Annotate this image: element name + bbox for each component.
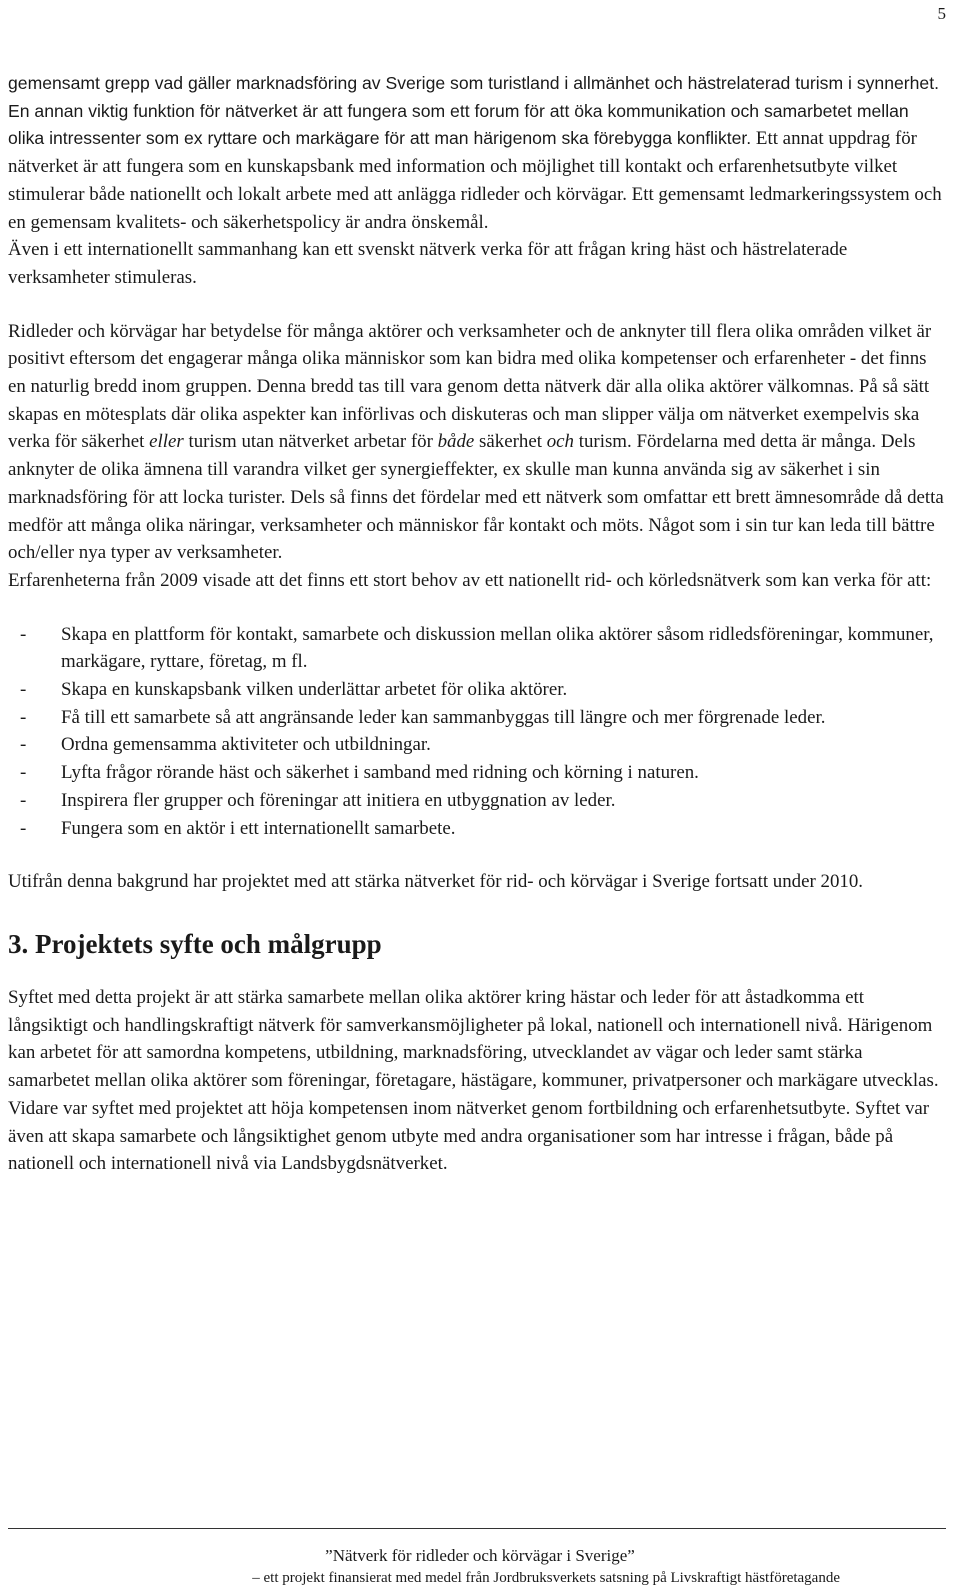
further-purpose-paragraph: Vidare var syftet med projektet att höja kompetensen inom nätverket genom fortbildning och erfarenhetsutbyte. Syftet var även att skapa samarbete och långsiktighet genom utbyte med andra organisationer som har intresse i frågan, både på nationell och internationell nivå via Landsbygdsnätverket.: [8, 1097, 930, 1175]
ridleder-emphasis-bade: både: [437, 431, 475, 453]
ridleder-text-2: turism utan nätverket arbetar för: [183, 431, 438, 453]
document-body: [8, 70, 946, 1178]
list-item: [8, 676, 946, 704]
bullet-dash: -: [20, 734, 27, 756]
bullet-dash: -: [20, 817, 27, 839]
footer-project-title: ”Nätverk för ridleder och körvägar i Sverige”: [325, 1546, 635, 1565]
list-item: [8, 787, 946, 815]
continuation-2010-paragraph: Utifrån denna bakgrund har projektet med att stärka nätverket för rid- och körvägar i Sverige fortsatt under 2010.: [8, 871, 864, 893]
ridleder-text-4: turism. Fördelarna med detta är många. Dels anknyter de olika ämnena till varandra vilket ger synergieffekter, ex skulle man kunna använda sig av säkerhet i sin marknadsföring för att locka turister. Dels så finns det fördelar med ett nätverk som omfattar ett brett ämnesområde då detta medför att många olika näringar, verksamheter och människor får kontakt och möts. Något som i sin tur kan leda till bättre och/eller nya typer av verksamheter.: [8, 431, 944, 564]
footer-divider: [8, 1528, 946, 1529]
bullet-dash: -: [20, 706, 27, 728]
ridleder-emphasis-eller: eller: [149, 431, 184, 453]
bullet-dash: -: [20, 623, 27, 645]
bullet-dash: -: [20, 789, 27, 811]
intro-paragraph: [8, 70, 946, 236]
list-item-text: Ordna gemensamma aktiviteter och utbildningar.: [61, 734, 431, 756]
ridleder-text-3: säkerhet: [474, 431, 547, 453]
page-number: 5: [937, 4, 946, 23]
purpose-paragraph: Syftet med detta projekt är att stärka samarbete mellan olika aktörer kring hästar och leder för att åstadkomma ett långsiktigt och handlingskraftigt nätverk för samverkansmöjligheter på lokal, nationell och internationell nivå. Härigenom kan arbetet för att samordna kompetens, utbildning, marknadsföring, utvecklandet av vägar och leder samt stärka samarbetet mellan olika aktörer som föreningar, företagare, hästägare, kommuner, privatpersoner och markägare utvecklas.: [8, 986, 939, 1092]
list-item-text: Få till ett samarbete så att angränsande leder kan sammanbyggas till längre och mer förgrenade leder.: [61, 706, 826, 728]
list-item: [8, 731, 946, 759]
list-item: [8, 815, 946, 843]
goals-list: [8, 621, 946, 843]
ridleder-text-1: Ridleder och körvägar har betydelse för många aktörer och verksamheter och de anknyter till flera olika områden vilket är positivt eftersom det engagerar många olika människor som kan bidra med olika kompetenser och erfarenheter - det finns en naturlig bredd inom gruppen. Denna bredd tas till vara genom detta nätverk där alla olika aktörer välkomnas. På så sätt skapas en mötesplats där olika aspekter kan införlivas och diskuteras och man slipper välja om nätverket exempelvis ska verka för säkerhet: [8, 320, 932, 453]
section-heading: 3. Projektets syfte och målgrupp: [8, 928, 382, 959]
list-item: [8, 704, 946, 732]
intro-sans-text: gemensamt grepp vad gäller marknadsföring av Sverige som turistland i allmänhet och hästrelaterad turism i synnerhet. En annan viktig funktion för nätverket är att fungera som ett forum för att öka kommunikation och samarbetet mellan olika intressenter som ex ryttare och markägare för att man härigenom ska förebygga konflikter.: [8, 73, 939, 149]
ridleder-emphasis-och: och: [546, 431, 574, 453]
list-item-text: Lyfta frågor rörande häst och säkerhet i samband med ridning och körning i naturen.: [61, 762, 699, 784]
international-paragraph: Även i ett internationellt sammanhang kan ett svenskt nätverk verka för att frågan kring häst och hästrelaterade verksamheter stimuleras.: [8, 239, 848, 288]
footer-funding-note: – ett projekt finansierat med medel från Jordbruksverkets satsning på Livskraftigt hästföretagande: [252, 1570, 840, 1586]
list-item-text: Skapa en plattform för kontakt, samarbete och diskussion mellan olika aktörer såsom ridledsföreningar, kommuner, markägare, ryttare, företag, m fl.: [61, 623, 934, 673]
list-item: [8, 621, 946, 676]
list-item-text: Skapa en kunskapsbank vilken underlättar arbetet för olika aktörer.: [61, 679, 568, 701]
bullet-dash: -: [20, 679, 27, 701]
list-item-text: Inspirera fler grupper och föreningar att initiera en utbyggnation av leder.: [61, 789, 616, 811]
bullet-dash: -: [20, 762, 27, 784]
intro-serif-text: Ett annat uppdrag för nätverket är att fungera som en kunskapsbank med information och möjlighet till kontakt och erfarenhetsutbyte vilket stimulerar både nationellt och lokalt arbete med att anlägga ridleder och körvägar. Ett gemensamt ledmarkeringssystem och en gemensam kvalitets- och säkerhetspolicy är andra önskemål.: [8, 128, 942, 233]
experience-2009-paragraph: Erfarenheterna från 2009 visade att det finns ett stort behov av ett nationellt rid- och körledsnätverk som kan verka för att:: [8, 569, 932, 591]
ridleder-paragraph: [8, 318, 946, 567]
list-item: [8, 759, 946, 787]
list-item-text: Fungera som en aktör i ett internationellt samarbete.: [61, 817, 456, 839]
